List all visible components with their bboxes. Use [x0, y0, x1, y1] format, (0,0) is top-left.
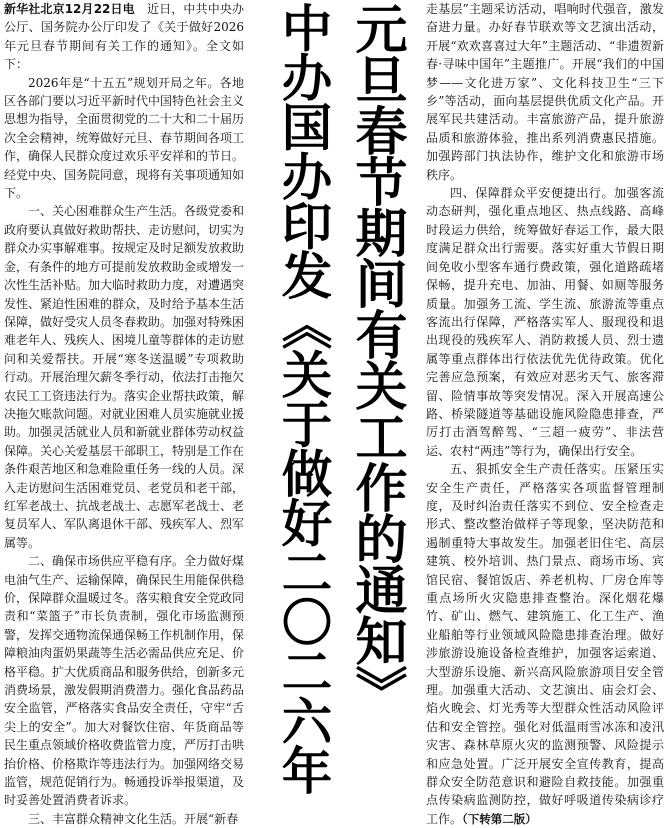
headline-line-1: 中办国办印发《关于做好二〇二六年	[274, 2, 333, 794]
article-paragraph-1: 2026年是“十五五”规划开局之年。各地区各部门要以习近平新时代中国特色社会主义思想为指导，全面贯彻党的二十大和二十届历次全会精神，统筹做好元旦、春节期间各项工作，确保人民群众度过欢乐平安祥和的节日。经党中央、国务院同意，现将有关事项通知如下。	[4, 75, 245, 201]
article-paragraph-5: 走基层”主题采访活动，唱响时代强音，激发奋进力量。办好春节联欢等文艺演出活动，开展“欢欢喜喜过大年”主题活动、“非遗贺新春·寻味中国年”主题推广。开展“我们的中国梦——文化进万家”、文化科技卫生“三下乡”等活动，面向基层提供优质文化产品。开展军民共建活动。丰富旅游产品，提升旅游品质和旅游体验，推出系列消费惠民措施。加强跨部门执法协作，维护文化和旅游市场秩序。	[426, 2, 664, 182]
article-paragraph-7	[426, 460, 664, 828]
article-paragraph-0	[4, 0, 244, 74]
article-left-column	[4, 0, 245, 826]
continuation-note: （下转第二版）	[462, 811, 537, 826]
article-paragraph-2: 一、关心困难群众生产生活。各级党委和政府要认真做好救助帮扶、走访慰问，切实为群众办实事解难事。按规定及时足额发放救助金，有条件的地方可提前发放救助金或增发一次性生活补贴。加大临时救助力度，对遭遇突发性、紧迫性困难的群众，及时给予基本生活保障，做好受灾人员冬春救助。加强对特殊困难老年人、残疾人、困境儿童等群体的走访慰问和关爱帮扶。开展“寒冬送温暖”专项救助行动。开展治理欠薪冬季行动，依法打击拖欠农民工工资违法行为。落实企业帮扶政策，解决拖欠账款问题。对就业困难人员实施就业援助。加强灵活就业人员和新就业群体劳动权益保障。关心关爱基层干部职工，特别是工作在条件艰苦地区和急难险重任务一线的人员。深入走访慰问生活困难党员、老党员和老干部，红军老战士、抗战老战士、志愿军老战士、老复员军人、军队离退休干部、残疾军人、烈军属等。	[4, 204, 245, 550]
article-right-column	[426, 0, 664, 826]
dateline: 新华社北京12月22日电	[4, 2, 135, 16]
headline-line-2: 元旦春节期间有关工作的通知》	[346, 2, 406, 716]
article-paragraph-7-text: 五、狠抓安全生产责任落实。压紧压实安全生产责任，严格落实各项监督管理制度，及时纠治责任落实不到位、安全检查走形式、整改整治做样子等现象，坚决防范和遏制重特大事故发生。加强老旧住宅、高层建筑、校外培训、热门景点、商场市场、宾馆民宿、餐馆饭店、养老机构、厂房仓库等重点场所火灾隐患排查整治。深化烟花爆竹、矿山、燃气、建筑施工、化工生产、渔业船舶等行业领域风险隐患排查治理。做好涉旅游设施设备检查维护，加强客运索道、大型游乐设施、新兴高风险旅游项目安全管理。加强重大活动、文艺演出、庙会灯会、焰火晚会、灯光秀等大型群众性活动风险评估和安全管控。强化对低温雨雪冰冻和凌汛灾害、森林草原火灾的监测预警、风险提示和应急处置。广泛开展安全宣传教育，提高群众安全防范意识和避险自救技能。加强重点传染病监测防控，做好呼吸道传染病诊疗工作。	[426, 462, 664, 826]
article-paragraph-6: 四、保障群众平安便捷出行。加强客流动态研判，强化重点地区、热点线路、高峰时段运力供给，统筹做好春运工作，最大限度满足群众出行需要。落实好重大节假日期间免收小型客车通行费政策，强化道路疏堵保畅，提升充电、加油、用餐、如厕等服务质量。加强务工流、学生流、旅游流等重点客流出行保障，严格落实军人、服现役和退出现役的残疾军人、消防救援人员、烈士遗属等重点群体出行依法优先优待政策。优化完善应急预案，有效应对恶劣天气、旅客滞留、险情事故等突发情况。深入开展高速公路、桥梁隧道等基础设施风险隐患排查，严厉打击酒驾醉驾、“三超一疲劳”、非法营运、农村“两违”等行为，确保出行安全。	[426, 186, 664, 458]
lead-text: 近日，中共中央办公厅、国务院办公厅印发了《关于做好2026年元旦春节期间有关工作的通知》。全文如下：	[4, 2, 244, 72]
article-paragraph-3: 二、确保市场供应平稳有序。全力做好煤电油气生产、运输保障，确保民生用能保供稳价，保障群众温暖过冬。落实粮食安全党政同责和“菜篮子”市长负责制，强化市场监测预警，发挥交通物流保通保畅工作机制作用，保障粮油肉蛋奶果蔬等生活必需品供应充足、价格平稳。扩大优质商品和服务供给，创新多元消费场景，激发假期消费潜力。强化食品药品安全监管，严格落实食品安全责任，守牢“舌尖上的安全”。加大对餐饮住宿、年货商品等民生重点领域价格收费监管力度，严厉打击哄抬价格、价格欺诈等违法行为。加强网络交易监管，规范促销行为。畅通投诉举报渠道，及时妥善处置消费者诉求。	[4, 554, 245, 808]
article-paragraph-4: 三、丰富群众精神文化生活。开展“新春	[28, 811, 239, 826]
